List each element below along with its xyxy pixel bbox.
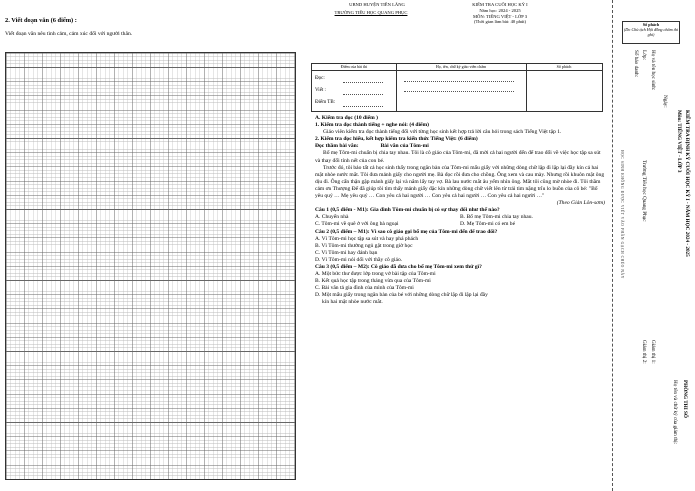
score-avg-field[interactable]	[343, 106, 383, 107]
score-write-label: Viết :	[315, 88, 326, 93]
strip-subject-line: Môn: TIẾNG VIỆT - LỚP 3	[676, 110, 682, 173]
q1-option-b[interactable]: B. Bố mẹ Tôm-mi chia tay nhau.	[460, 214, 533, 221]
exam-subject: MÔN: TIẾNG VIỆT - LỚP 3	[472, 13, 528, 19]
q2-option-a[interactable]: A. Vì Tôm-mi học tập sa sút và hay phá phách	[315, 235, 419, 242]
q3-option-c[interactable]: C. Bài văn tả gia đình của mình của Tôm-mi	[315, 285, 414, 292]
part1-title: 1. Kiểm tra đọc thành tiếng + nghe nói: (4 điểm)	[315, 122, 429, 129]
strip-sbd-label: Số báo danh:	[633, 50, 639, 78]
question-1: Câu 1 (0,5 điểm - M1): Gia đình Tôm-mi chuẩn bị có sự thay đổi như thế nào?	[315, 207, 500, 214]
q3-option-a[interactable]: A. Một bức thư được lớp trong vở bài tập của Tôm-mi	[315, 271, 436, 278]
q3-option-b[interactable]: B. Kết quả học tập trong tháng vừa qua của Tôm-mi	[315, 278, 431, 285]
score-table	[311, 63, 603, 112]
writing-grid	[5, 52, 296, 480]
grader-col-header: Họ, tên, chữ ký giáo viên chấm	[396, 64, 527, 71]
reading-paragraph-2: Trước đó, tôi bảo tất cả học sinh thấy trong ngăn bàn của Tôm-mi mẩu giấy với những dòng chữ lặp đi lặp lại đầy kín cả hai mặt nhòe nước mắt. Tôi đưa mảnh giấy cho người mẹ. Bà đọc rồi đưa cho chồng. Ông xem và cau mày. Nhưng rồi khuôn mặt ông dịu đi. Ông cẩn thận gập mảnh giấy lại và nắm lấy tay vợ. Bà lau nước mắt âu yếm nhìn ông. Mắt tôi cũng mờ nhòe đi. Tôi thầm cảm ơn Thượng Đế đã giúp tôi tìm thấy mảnh giấy đặc kín những dòng chữ viết lên từ trái tim nặng trĩu lo buồn của cô bé: "Bố yêu quý … Mẹ yêu quý … Con yêu cả hai người … Con yêu cả hai người … Con yêu cả hai người …"	[315, 164, 605, 200]
score-avg-label: Điểm TB:	[315, 100, 336, 105]
strip-day-label: Ngày:	[662, 95, 668, 108]
exam-title: KIỂM TRA CUỐI HỌC KỲ I	[472, 2, 528, 7]
district-name: UBND HUYỆN TIÊN LÃNG	[349, 2, 405, 7]
question-3: Câu 3 (0,5 điểm – M2): Cô giáo đã đưa cho bố mẹ Tôm-mi xem thứ gì?	[315, 263, 482, 270]
part1-text: Giáo viên kiểm tra đọc thành tiếng đối với từng học sinh kết hợp trả lời câu hỏi trong sách Tiếng Việt tập 1.	[323, 129, 562, 136]
q2-option-c[interactable]: C. Vì Tôm-mi hay đánh bạn	[315, 249, 378, 256]
score-col-header: Điểm của bài thi	[312, 64, 397, 71]
strip-gt2-label: Giám thị 2:	[641, 340, 647, 364]
section-a-title: A. Kiểm tra đọc (10 điểm )	[315, 115, 379, 121]
reading-source: (Theo Giản Lôn-sơm)	[556, 200, 605, 207]
reading-label: Đọc thầm bài văn:	[315, 143, 359, 150]
score-read-label: Đọc:	[315, 76, 325, 81]
strip-gt1-label: Giám thị 1:	[650, 340, 656, 364]
strip-sign-label: Họ tên và chữ ký của giám thị:	[672, 380, 678, 445]
exam-year: Năm học: 2024 - 2025	[479, 7, 521, 13]
q3-option-d-cont: kín hai mặt nhòe nước mắt.	[322, 299, 383, 306]
strip-school-field: Trường Tiểu học Quang Phục	[641, 160, 647, 222]
strip-class-label: Lớp:	[641, 50, 647, 60]
strip-room-line: PHÒNG THI SỐ	[682, 380, 688, 418]
part2-title: 2. Kiểm tra đọc hiểu, kết hợp kiểm tra kiến thức Tiếng Việt: (6 điểm)	[315, 136, 478, 143]
secret-col-header: Số phách	[526, 64, 602, 71]
secret-box-note: (Do Chủ tịch Hội đồng chấm thi ghi)	[623, 27, 679, 37]
secret-code-box	[622, 21, 680, 44]
q3-option-d[interactable]: D. Một mẩu giấy trong ngăn bàn của bé với những dòng chữ lặp đi lặp lại đầy	[315, 292, 488, 299]
exam-time: (Thời gian làm bài: 40 phút)	[473, 19, 527, 25]
school-name: TRƯỜNG TIỂU HỌC QUANG PHỤC	[334, 10, 408, 15]
q1-option-a[interactable]: A. Chuyển nhà	[315, 214, 349, 221]
question-2: Câu 2 (0,5 điểm – M1): Vì sao cô giáo gọi bố mẹ của Tôm-mi đến để trao đổi?	[315, 228, 498, 235]
writing-prompt: Viết đoạn văn nêu tình cảm, cảm xúc đối với người thân.	[5, 31, 133, 37]
strip-cut-note: HỌC SINH KHÔNG ĐƯỢC VIẾT VÀO PHẦN GẠCH CHÉO NÀY	[620, 150, 624, 279]
writing-title: 2. Viết đoạn văn (6 điểm) :	[5, 17, 77, 24]
q2-option-d[interactable]: D. Vì Tôm-mi nói dối với thầy cô giáo.	[315, 256, 403, 263]
q1-option-c[interactable]: C. Tôm-mi về quê ở với ông bà ngoại	[315, 221, 399, 228]
q2-option-b[interactable]: B. Vì Tôm-mi thường ngủ gật trong giờ học	[315, 242, 413, 249]
secret-box-title: Số phách	[642, 22, 660, 27]
reading-paragraph-1: Bố mẹ Tôm-mi chuẩn bị chia tay nhau. Tôi là cô giáo của Tôm-mi, đã mời cả hai người đến để trao đổi về việc học tập sa sút và thay đổi tính nết của con bé.	[315, 150, 601, 164]
score-write-field[interactable]	[343, 94, 383, 95]
exam-info	[455, 2, 545, 25]
strip-exam-line: KIỂM TRA ĐỊNH KỲ CUỐI HỌC KỲ I - NĂM HỌC 2024 - 2025	[684, 110, 690, 257]
q1-option-d[interactable]: D. Mẹ Tôm-mi có em bé	[460, 221, 516, 228]
exam-content	[315, 115, 605, 307]
reading-title: Bài văn của Tôm-mi	[380, 143, 429, 150]
score-read-field[interactable]	[343, 82, 383, 83]
strip-name-label: Họ và tên học sinh:	[650, 50, 656, 91]
